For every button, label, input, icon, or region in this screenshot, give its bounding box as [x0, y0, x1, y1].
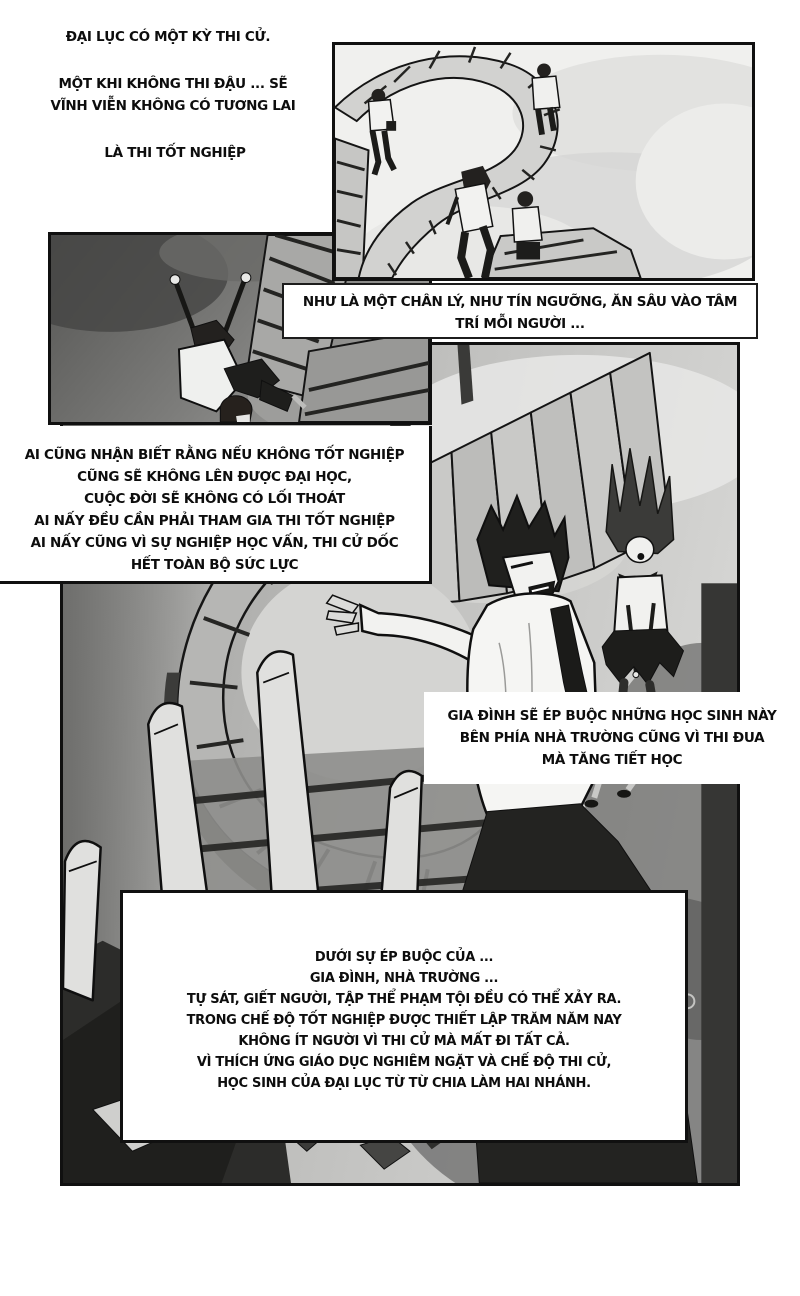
girl-blouse — [614, 575, 668, 635]
caption-belief-line: NHƯ LÀ MỘT CHÂN LÝ, NHƯ TÍN NGƯỠNG, ĂN SÂU VÀO TÂM — [302, 294, 738, 310]
student-shirt — [512, 207, 542, 242]
caption-awareness-line: AI NẤY CŨNG VÌ SỰ NGHIỆP HỌC VẤN, THI CỬ DỐC — [30, 535, 399, 551]
stairway-sky-art — [335, 45, 752, 278]
narration-exam-intro: ĐẠI LỤC CÓ MỘT KỲ THI CỬ. — [65, 29, 271, 45]
caption-pressure-line: GIA ĐÌNH, NHÀ TRƯỜNG ... — [309, 971, 499, 986]
caption-pressure — [120, 890, 688, 1143]
caption-pressure-line: KHÔNG ÍT NGƯỜI VÌ THI CỬ MÀ MẤT ĐI TẤT CẢ. — [238, 1034, 570, 1049]
narration-no-future — [47, 73, 299, 117]
caption-family-line: MÀ TĂNG TIẾT HỌC — [541, 752, 683, 768]
girl-shoe — [584, 800, 598, 808]
caption-awareness-line: AI NẤY ĐỀU CẦN PHẢI THAM GIA THI TỐT NGHIỆP — [34, 513, 395, 529]
hand-thumb — [63, 841, 101, 1000]
narration-no-future-line2: VĨNH VIỄN KHÔNG CÓ TƯƠNG LAI — [50, 98, 296, 114]
student-leg — [550, 107, 554, 130]
caption-awareness-line: CŨNG SẼ KHÔNG LÊN ĐƯỢC ĐẠI HỌC, — [77, 469, 352, 485]
caption-belief-line: TRÍ MỖI NGƯỜI ... — [455, 316, 585, 332]
student-legs — [516, 242, 540, 260]
falling-hand — [241, 273, 251, 283]
student-head — [537, 64, 551, 78]
caption-belief — [282, 283, 758, 339]
caption-family-line: GIA ĐÌNH SẼ ÉP BUỘC NHỮNG HỌC SINH NÀY — [447, 708, 777, 724]
caption-awareness — [0, 426, 432, 584]
student-leg — [538, 109, 542, 134]
caption-awareness-line: CUỘC ĐỜI SẼ KHÔNG CÓ LỐI THOÁT — [84, 491, 345, 507]
caption-pressure-line: DƯỚI SỰ ÉP BUỘC CỦA ... — [314, 950, 494, 965]
student-head — [517, 191, 533, 207]
caption-pressure-line: HỌC SINH CỦA ĐẠI LỤC TỪ TỪ CHIA LÀM HAI NHÁNH. — [217, 1076, 591, 1091]
caption-awareness-line: HẾT TOÀN BỘ SỨC LỰC — [130, 557, 299, 573]
caption-pressure-line: TRONG CHẾ ĐỘ TỐT NGHIỆP ĐƯỢC THIẾT LẬP TRĂM NĂM NAY — [186, 1013, 622, 1028]
narration-graduation-exam: LÀ THI TỐT NGHIỆP — [104, 145, 246, 161]
narration-no-future-line1: MỘT KHI KHÔNG THI ĐẬU ... SẼ — [58, 76, 288, 92]
girl-mouth — [637, 553, 644, 560]
girl-shoe — [617, 790, 631, 798]
caption-family — [424, 692, 800, 784]
student-shirt — [532, 76, 560, 109]
dark-right-column — [701, 583, 737, 1183]
caption-family-line: BÊN PHÍA NHÀ TRƯỜNG CŨNG VÌ THI ĐUA — [459, 730, 765, 746]
caption-pressure-line: TỰ SÁT, GIẾT NGƯỜI, TẬP THỂ PHẠM TỘI ĐỀU CÓ THỂ XẢY RA. — [186, 992, 622, 1007]
student-bag — [386, 121, 396, 131]
caption-awareness-line: AI CŨNG NHẬN BIẾT RẰNG NẾU KHÔNG TỐT NGHIỆP — [24, 447, 405, 463]
panel-stairway-sky — [332, 42, 755, 281]
falling-hand — [170, 275, 180, 285]
caption-pressure-line: VÌ THÍCH ỨNG GIÁO DỤC NGHIÊM NGẶT VÀ CHẾ ĐỘ THI CỬ, — [196, 1055, 612, 1070]
stair-flight-left — [335, 139, 369, 278]
